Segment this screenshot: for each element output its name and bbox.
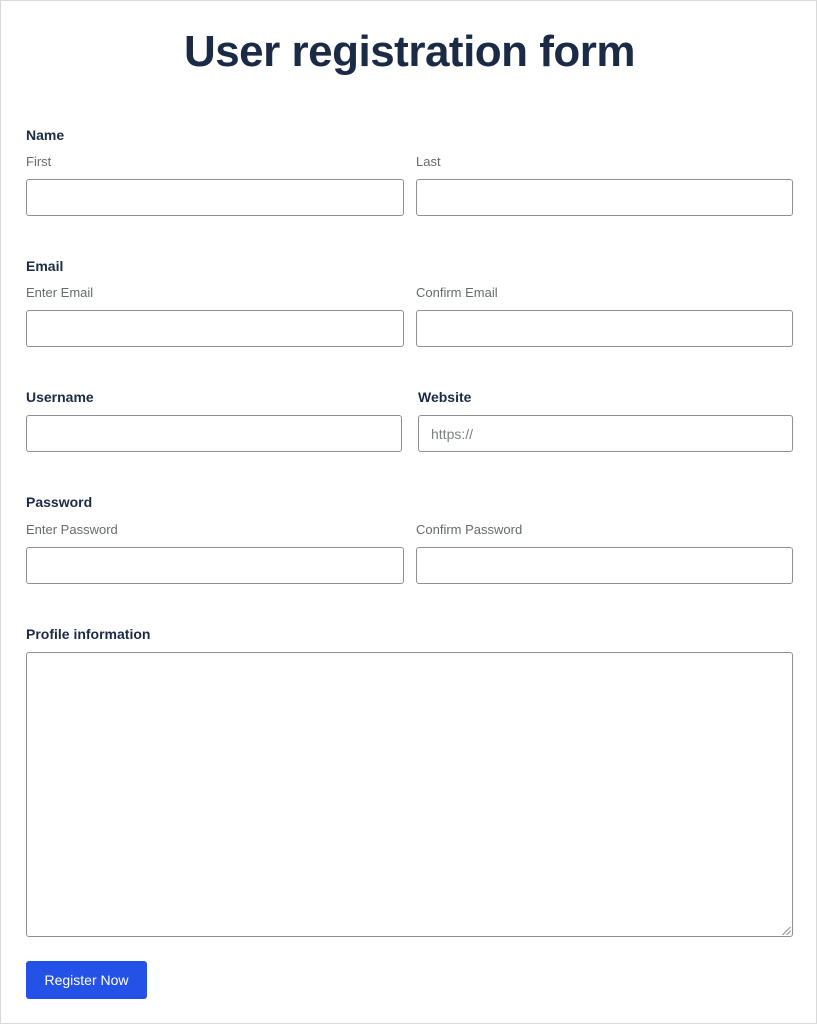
profile-information-label: Profile information [26, 626, 151, 642]
password-label: Password [26, 494, 93, 510]
last-name-sublabel: Last [416, 154, 441, 169]
website-input[interactable] [418, 415, 793, 452]
page-title: User registration form [183, 27, 636, 76]
resize-handle-icon[interactable] [782, 926, 791, 935]
confirm-password-input[interactable] [416, 547, 793, 584]
last-name-input[interactable] [416, 179, 793, 216]
confirm-password-sublabel: Confirm Password [416, 522, 523, 537]
first-name-sublabel: First [26, 154, 52, 169]
confirm-email-sublabel: Confirm Email [416, 285, 498, 300]
first-name-input[interactable] [26, 179, 404, 216]
email-label: Email [26, 258, 64, 274]
enter-email-sublabel: Enter Email [26, 285, 94, 300]
password-input[interactable] [26, 547, 404, 584]
username-label: Username [26, 389, 94, 405]
website-label: Website [418, 389, 472, 405]
username-input[interactable] [26, 415, 402, 452]
confirm-email-input[interactable] [416, 310, 793, 347]
email-input[interactable] [26, 310, 404, 347]
name-label: Name [26, 127, 65, 143]
enter-password-sublabel: Enter Password [26, 522, 118, 537]
profile-information-textarea[interactable] [26, 652, 793, 937]
register-now-button[interactable]: Register Now [26, 961, 147, 999]
